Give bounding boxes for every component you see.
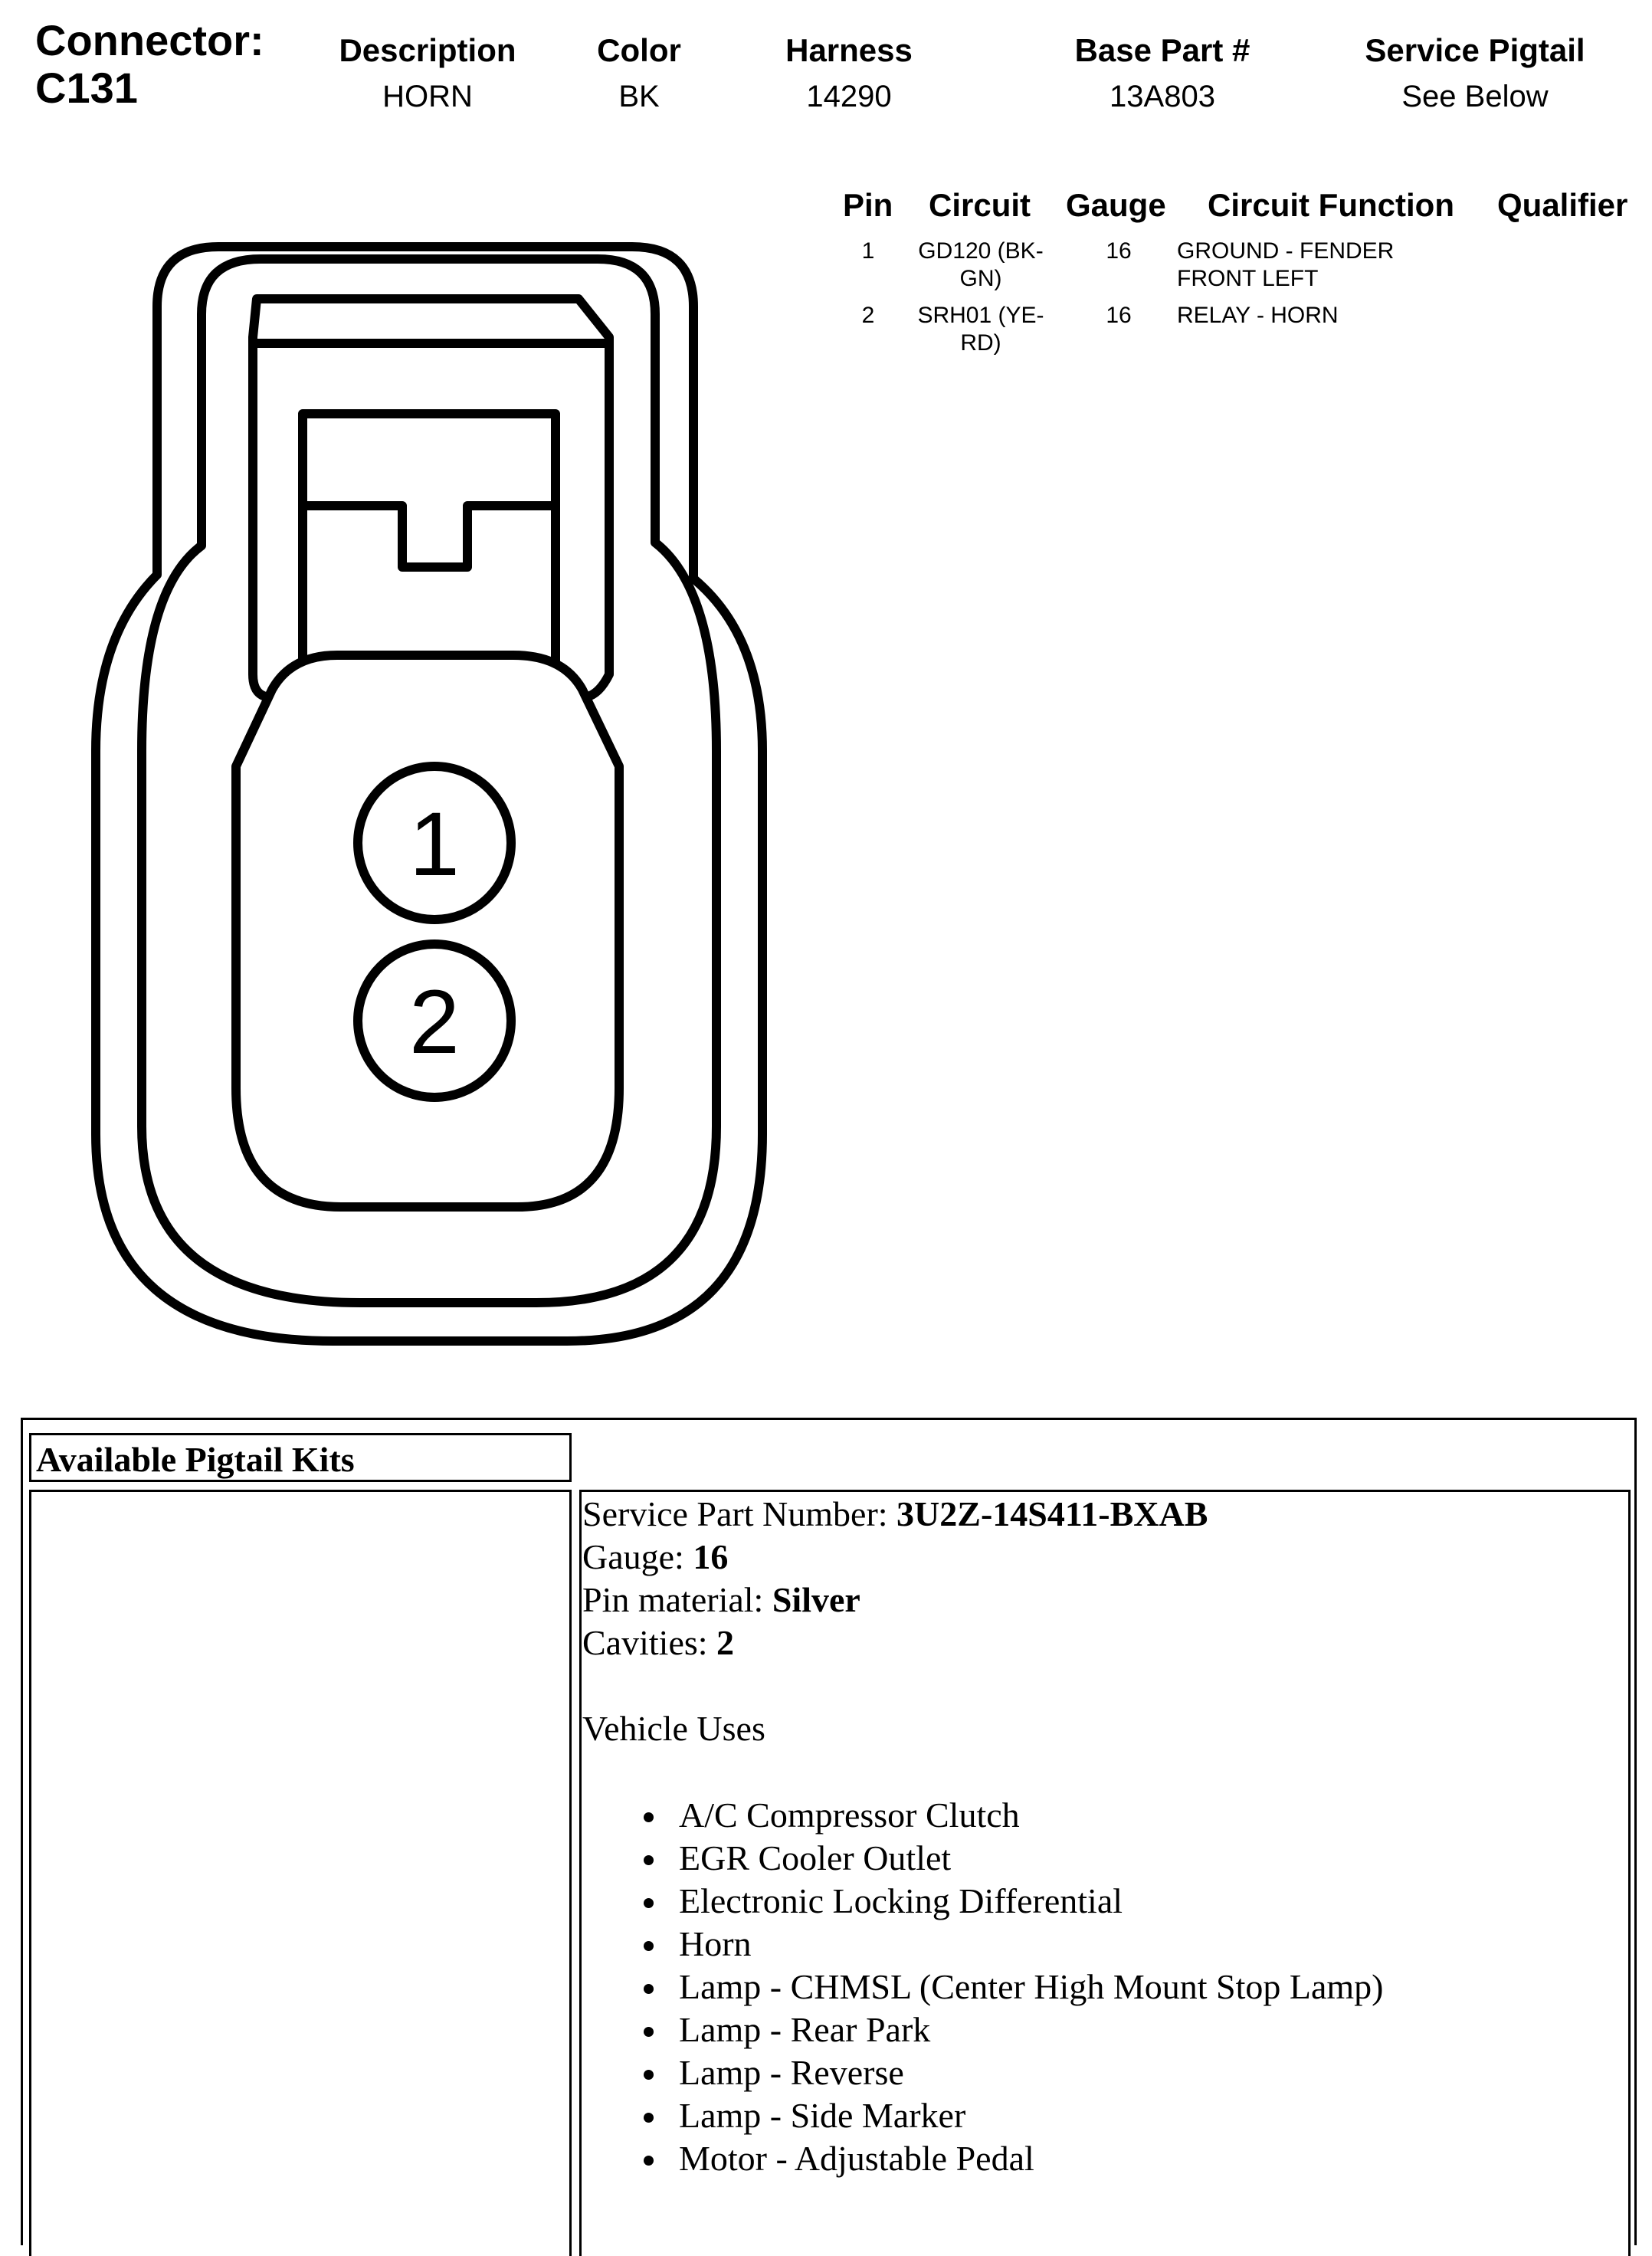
pin-header: Pin bbox=[843, 187, 893, 223]
circuit-line: SRH01 (YE- bbox=[917, 303, 1044, 328]
connector-label: Connector: bbox=[35, 16, 264, 64]
vehicle-use-text: Lamp - Side Marker bbox=[679, 2096, 966, 2135]
pin-number: 2 bbox=[861, 303, 875, 328]
cavities-label: Cavities: bbox=[582, 1623, 717, 1662]
connector-id: C131 bbox=[35, 64, 138, 112]
gauge-cell: 16 bbox=[1106, 303, 1132, 328]
list-item bbox=[582, 2008, 1383, 2051]
circuit-cell bbox=[904, 302, 1057, 357]
pigtail-title-cell bbox=[29, 1433, 572, 1482]
vehicle-use-text: Lamp - Rear Park bbox=[679, 2010, 931, 2049]
circuit-header: Circuit bbox=[929, 187, 1031, 223]
function-line: GROUND - FENDER bbox=[1177, 238, 1395, 264]
vehicle-use-text: EGR Cooler Outlet bbox=[679, 1838, 952, 1877]
connector-title bbox=[35, 17, 264, 112]
pigtail-image-cell bbox=[29, 1490, 572, 2256]
circuit-function-cell bbox=[1177, 302, 1339, 330]
function-line: RELAY - HORN bbox=[1177, 303, 1339, 328]
bullet-icon bbox=[644, 1984, 654, 1994]
pigtail-info bbox=[582, 1493, 1383, 2180]
header-harness-label: Harness bbox=[785, 32, 913, 68]
vehicle-uses-list bbox=[582, 1794, 1383, 2180]
circuit-line: GN) bbox=[959, 266, 1002, 291]
gauge-row bbox=[582, 1536, 1383, 1579]
bullet-icon bbox=[644, 2027, 654, 2037]
vehicle-use-text: Lamp - Reverse bbox=[679, 2053, 904, 2092]
vehicle-use-text: A/C Compressor Clutch bbox=[679, 1795, 1020, 1835]
gauge-cell: 16 bbox=[1106, 238, 1132, 264]
cavities-value: 2 bbox=[716, 1623, 735, 1662]
circuit-function-header: Circuit Function bbox=[1208, 187, 1454, 223]
pin-material-label: Pin material: bbox=[582, 1580, 772, 1619]
bullet-icon bbox=[644, 2070, 654, 2080]
pin-material-row bbox=[582, 1579, 1383, 1622]
vehicle-use-text: Lamp - CHMSL (Center High Mount Stop Lamp) bbox=[679, 1967, 1384, 2006]
circuit-line: GD120 (BK- bbox=[918, 238, 1044, 264]
bullet-icon bbox=[644, 1941, 654, 1951]
header-color-label: Color bbox=[597, 32, 681, 68]
vehicle-uses-label: Vehicle Uses bbox=[582, 1709, 765, 1748]
vehicle-use-text: Electronic Locking Differential bbox=[679, 1881, 1123, 1920]
list-item bbox=[582, 1880, 1383, 1923]
service-part-row bbox=[582, 1493, 1383, 1536]
list-item bbox=[582, 1923, 1383, 1966]
vehicle-use-text: Horn bbox=[679, 1924, 752, 1963]
cavities-row bbox=[582, 1622, 1383, 1664]
bullet-icon bbox=[644, 1855, 654, 1865]
service-part-value: 3U2Z-14S411-BXAB bbox=[896, 1494, 1208, 1533]
circuit-function-cell bbox=[1177, 238, 1394, 293]
bullet-icon bbox=[644, 2156, 654, 2166]
header-description-value: HORN bbox=[382, 80, 473, 113]
header-service-pigtail-label: Service Pigtail bbox=[1365, 32, 1585, 68]
list-item bbox=[582, 1794, 1383, 1837]
connector-cavity-area bbox=[236, 655, 619, 1207]
pin-label-2: 2 bbox=[409, 972, 460, 1073]
bullet-icon bbox=[644, 2113, 654, 2123]
list-item bbox=[582, 1837, 1383, 1880]
header-color-value: BK bbox=[618, 80, 660, 113]
circuit-line: RD) bbox=[960, 330, 1001, 356]
pin-number: 1 bbox=[861, 238, 875, 264]
gauge-value: 16 bbox=[693, 1537, 729, 1576]
service-part-label: Service Part Number: bbox=[582, 1494, 897, 1533]
circuit-cell bbox=[904, 238, 1057, 293]
header-harness-value: 14290 bbox=[806, 80, 892, 113]
list-item bbox=[582, 2094, 1383, 2137]
header-base-part bbox=[1017, 29, 1308, 118]
pin-label-1: 1 bbox=[409, 794, 460, 895]
bullet-icon bbox=[644, 1812, 654, 1822]
qualifier-header: Qualifier bbox=[1497, 187, 1628, 223]
list-item bbox=[582, 2137, 1383, 2180]
connector-face-diagram bbox=[77, 238, 782, 1372]
header-base-part-label: Base Part # bbox=[1074, 32, 1250, 68]
header-base-part-value: 13A803 bbox=[1110, 80, 1215, 113]
function-line: FRONT LEFT bbox=[1177, 266, 1319, 291]
list-item bbox=[582, 1966, 1383, 2008]
connector-lock-window bbox=[303, 414, 556, 690]
list-item bbox=[582, 2051, 1383, 2094]
header-service-pigtail-value: See Below bbox=[1401, 80, 1549, 113]
gauge-header: Gauge bbox=[1066, 187, 1166, 223]
header-service-pigtail bbox=[1329, 29, 1621, 118]
header-harness bbox=[703, 29, 995, 118]
gauge-label: Gauge: bbox=[582, 1537, 693, 1576]
bullet-icon bbox=[644, 1898, 654, 1908]
header-description-label: Description bbox=[339, 32, 516, 68]
pin-material-value: Silver bbox=[772, 1580, 860, 1619]
pigtail-title: Available Pigtail Kits bbox=[36, 1440, 355, 1479]
vehicle-use-text: Motor - Adjustable Pedal bbox=[679, 2139, 1034, 2178]
